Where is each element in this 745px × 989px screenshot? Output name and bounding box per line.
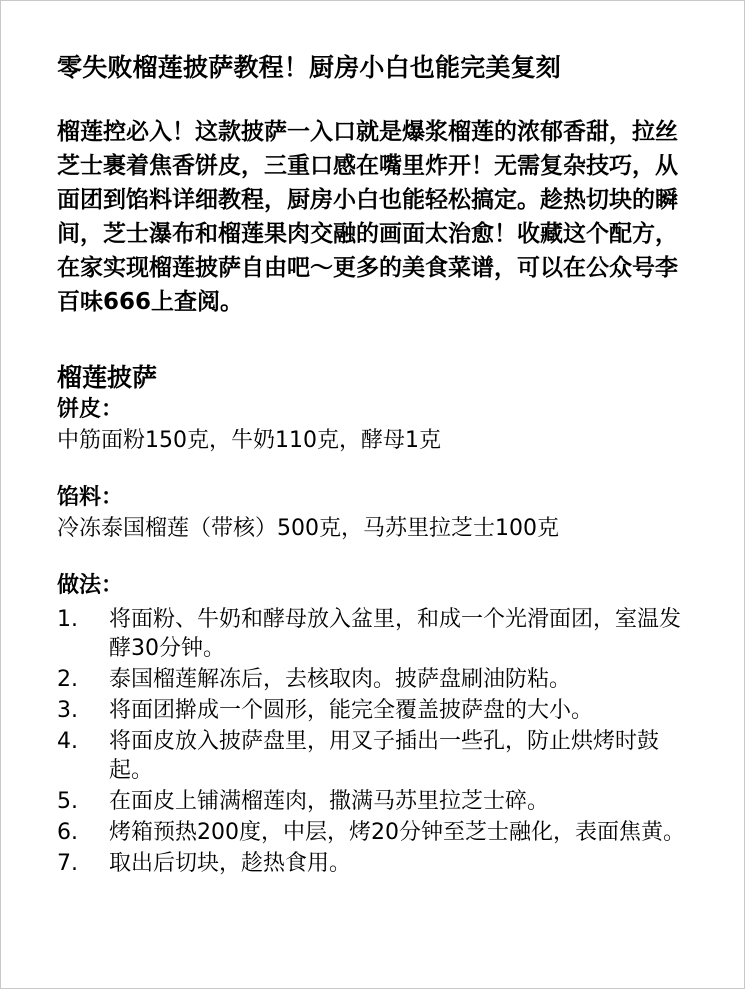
- method-steps-list: [57, 605, 697, 878]
- crust-ingredients: 中筋面粉150克，牛奶110克，酵母1克: [57, 428, 441, 453]
- filling-label: 馅料：: [57, 485, 124, 510]
- step-number: 3.: [57, 698, 78, 723]
- step-text: 将面粉、牛奶和酵母放入盆里，和成一个光滑面团，室温发酵30分钟。: [109, 607, 682, 661]
- step-text: 取出后切块，趁热食用。: [109, 851, 352, 876]
- list-item: [57, 818, 689, 847]
- list-item: [57, 696, 689, 725]
- step-text: 烤箱预热200度，中层，烤20分钟至芝士融化，表面焦黄。: [109, 820, 685, 845]
- list-item: [57, 665, 689, 694]
- method-label: 做法：: [57, 573, 124, 598]
- intro-paragraph: 榴莲控必入！这款披萨一入口就是爆浆榴莲的浓郁香甜，拉丝芝士裹着焦香饼皮，三重口感在嘴里炸开！无需复杂技巧，从面团到馅料详细教程，厨房小白也能轻松搞定。趁热切块的瞬间，芝士瀑布和榴莲果肉交融的画面太治愈！收藏这个配方，在家实现榴莲披萨自由吧～更多的美食菜谱，可以在公众号李百味666上查阅。: [57, 119, 678, 315]
- spacer: [57, 545, 697, 571]
- filling-ingredients: 冷冻泰国榴莲（带核）500克，马苏里拉芝士100克: [57, 516, 559, 541]
- recipe-name: 榴莲披萨: [57, 363, 158, 392]
- step-text: 泰国榴莲解冻后，去核取肉。披萨盘刷油防粘。: [109, 667, 572, 692]
- step-number: 6.: [57, 820, 78, 845]
- list-item: [57, 849, 689, 878]
- step-number: 1.: [57, 607, 78, 632]
- spacer: [57, 457, 697, 483]
- step-text: 将面皮放入披萨盘里，用叉子插出一些孔，防止烘烤时鼓起。: [109, 729, 660, 783]
- step-number: 4.: [57, 729, 78, 754]
- page-title: 零失败榴莲披萨教程！厨房小白也能完美复刻: [57, 53, 562, 82]
- crust-label: 饼皮：: [57, 397, 124, 422]
- step-number: 5.: [57, 789, 78, 814]
- list-item: [57, 605, 689, 663]
- step-text: 将面团擀成一个圆形，能完全覆盖披萨盘的大小。: [109, 698, 594, 723]
- step-number: 2.: [57, 667, 78, 692]
- document-content: [57, 51, 697, 880]
- list-item: [57, 787, 689, 816]
- list-item: [57, 727, 689, 785]
- step-text: 在面皮上铺满榴莲肉，撒满马苏里拉芝士碎。: [109, 789, 550, 814]
- step-number: 7.: [57, 851, 78, 876]
